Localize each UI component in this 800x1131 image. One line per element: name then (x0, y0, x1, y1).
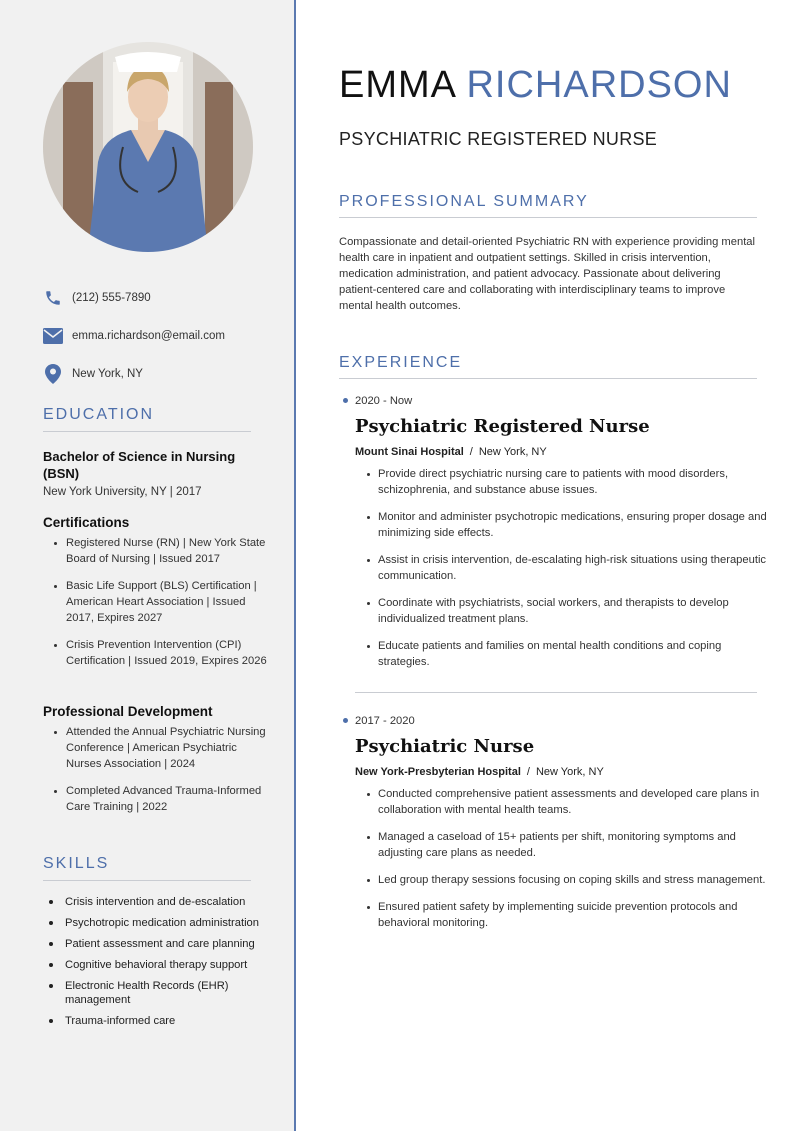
envelope-icon (43, 326, 63, 346)
list-item: Completed Advanced Trauma-Informed Care Training | 2022 (43, 783, 273, 815)
first-name: EMMA (339, 64, 455, 106)
job-bullets (356, 466, 771, 681)
contact-location (43, 364, 143, 384)
list-item: Basic Life Support (BLS) Certification | American Heart Association | Issued 2017, Expires 2027 (43, 578, 273, 626)
education-heading: EDUCATION (43, 406, 155, 423)
list-item: Monitor and administer psychotropic medications, ensuring proper dosage and minimizing side effects. (356, 509, 771, 541)
summary-heading: PROFESSIONAL SUMMARY (339, 193, 589, 210)
skill-item: Cognitive behavioral therapy support (43, 959, 273, 973)
degree-title: Bachelor of Science in Nursing (BSN) (43, 449, 236, 481)
employer-name: Mount Sinai Hospital (355, 446, 464, 458)
phone-icon (43, 288, 63, 308)
list-item: Coordinate with psychiatrists, social workers, and therapists to develop individualized treatment plans. (356, 595, 771, 627)
job-separator (355, 692, 757, 693)
skill-item: Electronic Health Records (EHR) management (43, 980, 273, 1007)
list-item: Educate patients and families on mental health conditions and coping strategies. (356, 638, 771, 670)
certifications-list (43, 535, 273, 669)
employer-location: New York, NY (535, 766, 604, 778)
skills-rule (43, 880, 251, 881)
job-dates: 2017 - 2020 (355, 715, 415, 727)
list-item: Conducted comprehensive patient assessments and developed care plans in collaboration with mental health teams. (356, 786, 771, 818)
job-role: Psychiatric Registered Nurse (355, 416, 650, 437)
job-bullets (356, 786, 771, 942)
list-item: Assist in crisis intervention, de-escalating high-risk situations using therapeutic communication. (356, 552, 771, 584)
employer-name: New York-Presbyterian Hospital (355, 766, 521, 778)
list-item: Attended the Annual Psychiatric Nursing Conference | American Psychiatric Nurses Association | 2024 (43, 724, 273, 772)
skill-item: Psychotropic medication administration (43, 917, 273, 931)
location-text: New York, NY (72, 368, 143, 380)
summary-rule (339, 217, 757, 218)
list-item: Provide direct psychiatric nursing care to patients with mood disorders, schizophrenia, and substance abuse issues. (356, 466, 771, 498)
email-text: emma.richardson@email.com (72, 330, 225, 342)
last-name: RICHARDSON (466, 64, 732, 106)
candidate-name (339, 64, 732, 107)
certifications-heading: Certifications (43, 515, 130, 530)
experience-rule (339, 378, 757, 379)
job-role: Psychiatric Nurse (355, 736, 535, 757)
skill-item: Patient assessment and care planning (43, 938, 273, 952)
phone-text: (212) 555-7890 (72, 292, 151, 304)
skills-heading: SKILLS (43, 855, 110, 872)
timeline-dot (343, 718, 348, 723)
profile-photo (43, 42, 253, 252)
degree-school: New York University, NY | 2017 (43, 486, 202, 498)
contact-phone (43, 288, 151, 308)
list-item: Managed a caseload of 15+ patients per shift, monitoring symptoms and adjusting care plans as needed. (356, 829, 771, 861)
column-divider (294, 0, 296, 1131)
skill-item: Crisis intervention and de-escalation (43, 896, 273, 910)
development-list (43, 724, 273, 815)
job-employer-line: New York-Presbyterian Hospital / New York, NY (355, 766, 604, 778)
employer-location: New York, NY (478, 446, 547, 458)
job-dates: 2020 - Now (355, 395, 413, 407)
skills-list (43, 896, 273, 1036)
list-item: Registered Nurse (RN) | New York State Board of Nursing | Issued 2017 (43, 535, 273, 567)
education-rule (43, 431, 251, 432)
experience-heading: EXPERIENCE (339, 354, 463, 371)
map-pin-icon (43, 364, 63, 384)
timeline-dot (343, 398, 348, 403)
list-item: Crisis Prevention Intervention (CPI) Certification | Issued 2019, Expires 2026 (43, 637, 273, 669)
list-item: Led group therapy sessions focusing on coping skills and stress management. (356, 872, 771, 888)
skill-item: Trauma-informed care (43, 1015, 273, 1029)
summary-text: Compassionate and detail-oriented Psychiatric RN with experience providing mental health care in inpatient and outpatient settings. Skilled in crisis intervention, medication administration, and patient advocacy. Passionate about delivering patient-centered care and collaborating with interdisciplinary teams to improve mental health outcomes. (339, 236, 756, 312)
job-employer-line: Mount Sinai Hospital / New York, NY (355, 446, 547, 458)
contact-email (43, 326, 225, 346)
development-heading: Professional Development (43, 704, 213, 719)
candidate-title: PSYCHIATRIC REGISTERED NURSE (339, 129, 658, 149)
list-item: Ensured patient safety by implementing suicide prevention protocols and behavioral monitoring. (356, 899, 771, 931)
